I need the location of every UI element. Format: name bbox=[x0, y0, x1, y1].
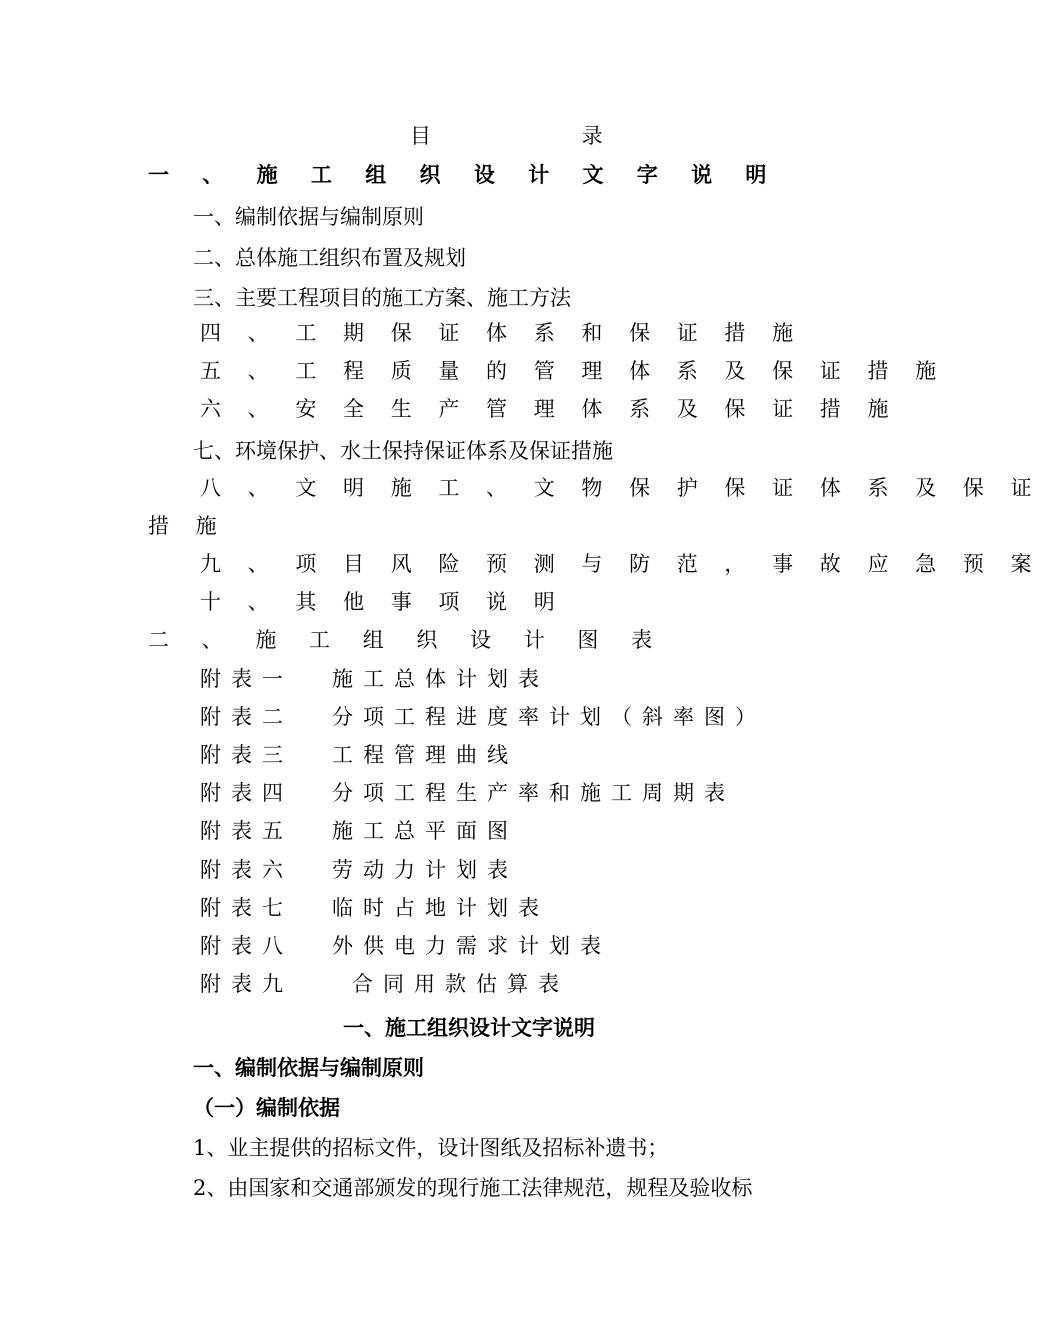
table-name: 分项工程生产率和施工周期表 bbox=[332, 781, 735, 805]
toc-item-8: 八 、 文 明 施 工 、 文 物 保 护 保 证 体 系 及 保 证 bbox=[200, 476, 1041, 500]
table-name: 施工总平面图 bbox=[332, 819, 518, 843]
table-code: 附表三 bbox=[200, 743, 293, 767]
body-paragraph-2: 2、由国家和交通部颁发的现行施工法律规范，规程及验收标 bbox=[193, 1176, 753, 1200]
toc-title: 目 录 bbox=[410, 124, 675, 148]
toc-item-8-cont: 措 施 bbox=[148, 514, 227, 538]
table-code: 附表一 bbox=[200, 667, 293, 691]
toc-item-7: 七、环境保护、水土保持保证体系及保证措施 bbox=[193, 439, 613, 463]
toc-table-row bbox=[200, 818, 518, 844]
body-heading: 一、施工组织设计文字说明 bbox=[343, 1015, 595, 1040]
table-name: 临时占地计划表 bbox=[332, 896, 549, 920]
toc-table-row bbox=[200, 666, 549, 692]
toc-item-2: 二、总体施工组织布置及规划 bbox=[193, 246, 466, 270]
toc-item-5: 五 、 工 程 质 量 的 管 理 体 系 及 保 证 措 施 bbox=[200, 359, 947, 383]
table-name: 施工总体计划表 bbox=[332, 667, 549, 691]
toc-section-1: 一 、 施 工 组 织 设 计 文 字 说 明 bbox=[148, 162, 780, 187]
table-code: 附表六 bbox=[200, 858, 293, 882]
table-code: 附表九 bbox=[200, 972, 293, 996]
toc-item-3: 三、主要工程项目的施工方案、施工方法 bbox=[193, 286, 571, 310]
toc-item-9: 九 、 项 目 风 险 预 测 与 防 范 ， 事 故 应 急 预 案 bbox=[200, 552, 1041, 576]
toc-item-4: 四 、 工 期 保 证 体 系 和 保 证 措 施 bbox=[200, 321, 804, 345]
body-subheading: 一、编制依据与编制原则 bbox=[193, 1055, 424, 1080]
toc-section-2: 二 、 施 工 组 织 设 计 图 表 bbox=[148, 628, 666, 652]
table-code: 附表二 bbox=[200, 705, 293, 729]
table-name: 劳动力计划表 bbox=[332, 858, 518, 882]
table-code: 附表七 bbox=[200, 896, 293, 920]
toc-item-10: 十 、 其 他 事 项 说 明 bbox=[200, 590, 565, 614]
toc-table-row bbox=[200, 857, 518, 883]
toc-table-row bbox=[200, 971, 569, 997]
toc-item-1: 一、编制依据与编制原则 bbox=[193, 205, 424, 229]
toc-table-row bbox=[200, 780, 735, 806]
table-name: 工程管理曲线 bbox=[332, 743, 518, 767]
toc-table-row bbox=[200, 895, 549, 921]
toc-table-row bbox=[200, 742, 518, 768]
table-name: 分项工程进度率计划（斜率图） bbox=[332, 705, 766, 729]
toc-item-6: 六 、 安 全 生 产 管 理 体 系 及 保 证 措 施 bbox=[200, 397, 899, 421]
table-code: 附表五 bbox=[200, 819, 293, 843]
table-code: 附表八 bbox=[200, 934, 293, 958]
body-subsubheading: （一）编制依据 bbox=[193, 1095, 340, 1120]
table-code: 附表四 bbox=[200, 781, 293, 805]
toc-table-row bbox=[200, 704, 766, 730]
table-name: 合同用款估算表 bbox=[352, 972, 569, 996]
table-name: 外供电力需求计划表 bbox=[332, 934, 611, 958]
toc-table-row bbox=[200, 933, 611, 959]
body-paragraph-1: 1、业主提供的招标文件，设计图纸及招标补遗书； bbox=[193, 1136, 669, 1160]
